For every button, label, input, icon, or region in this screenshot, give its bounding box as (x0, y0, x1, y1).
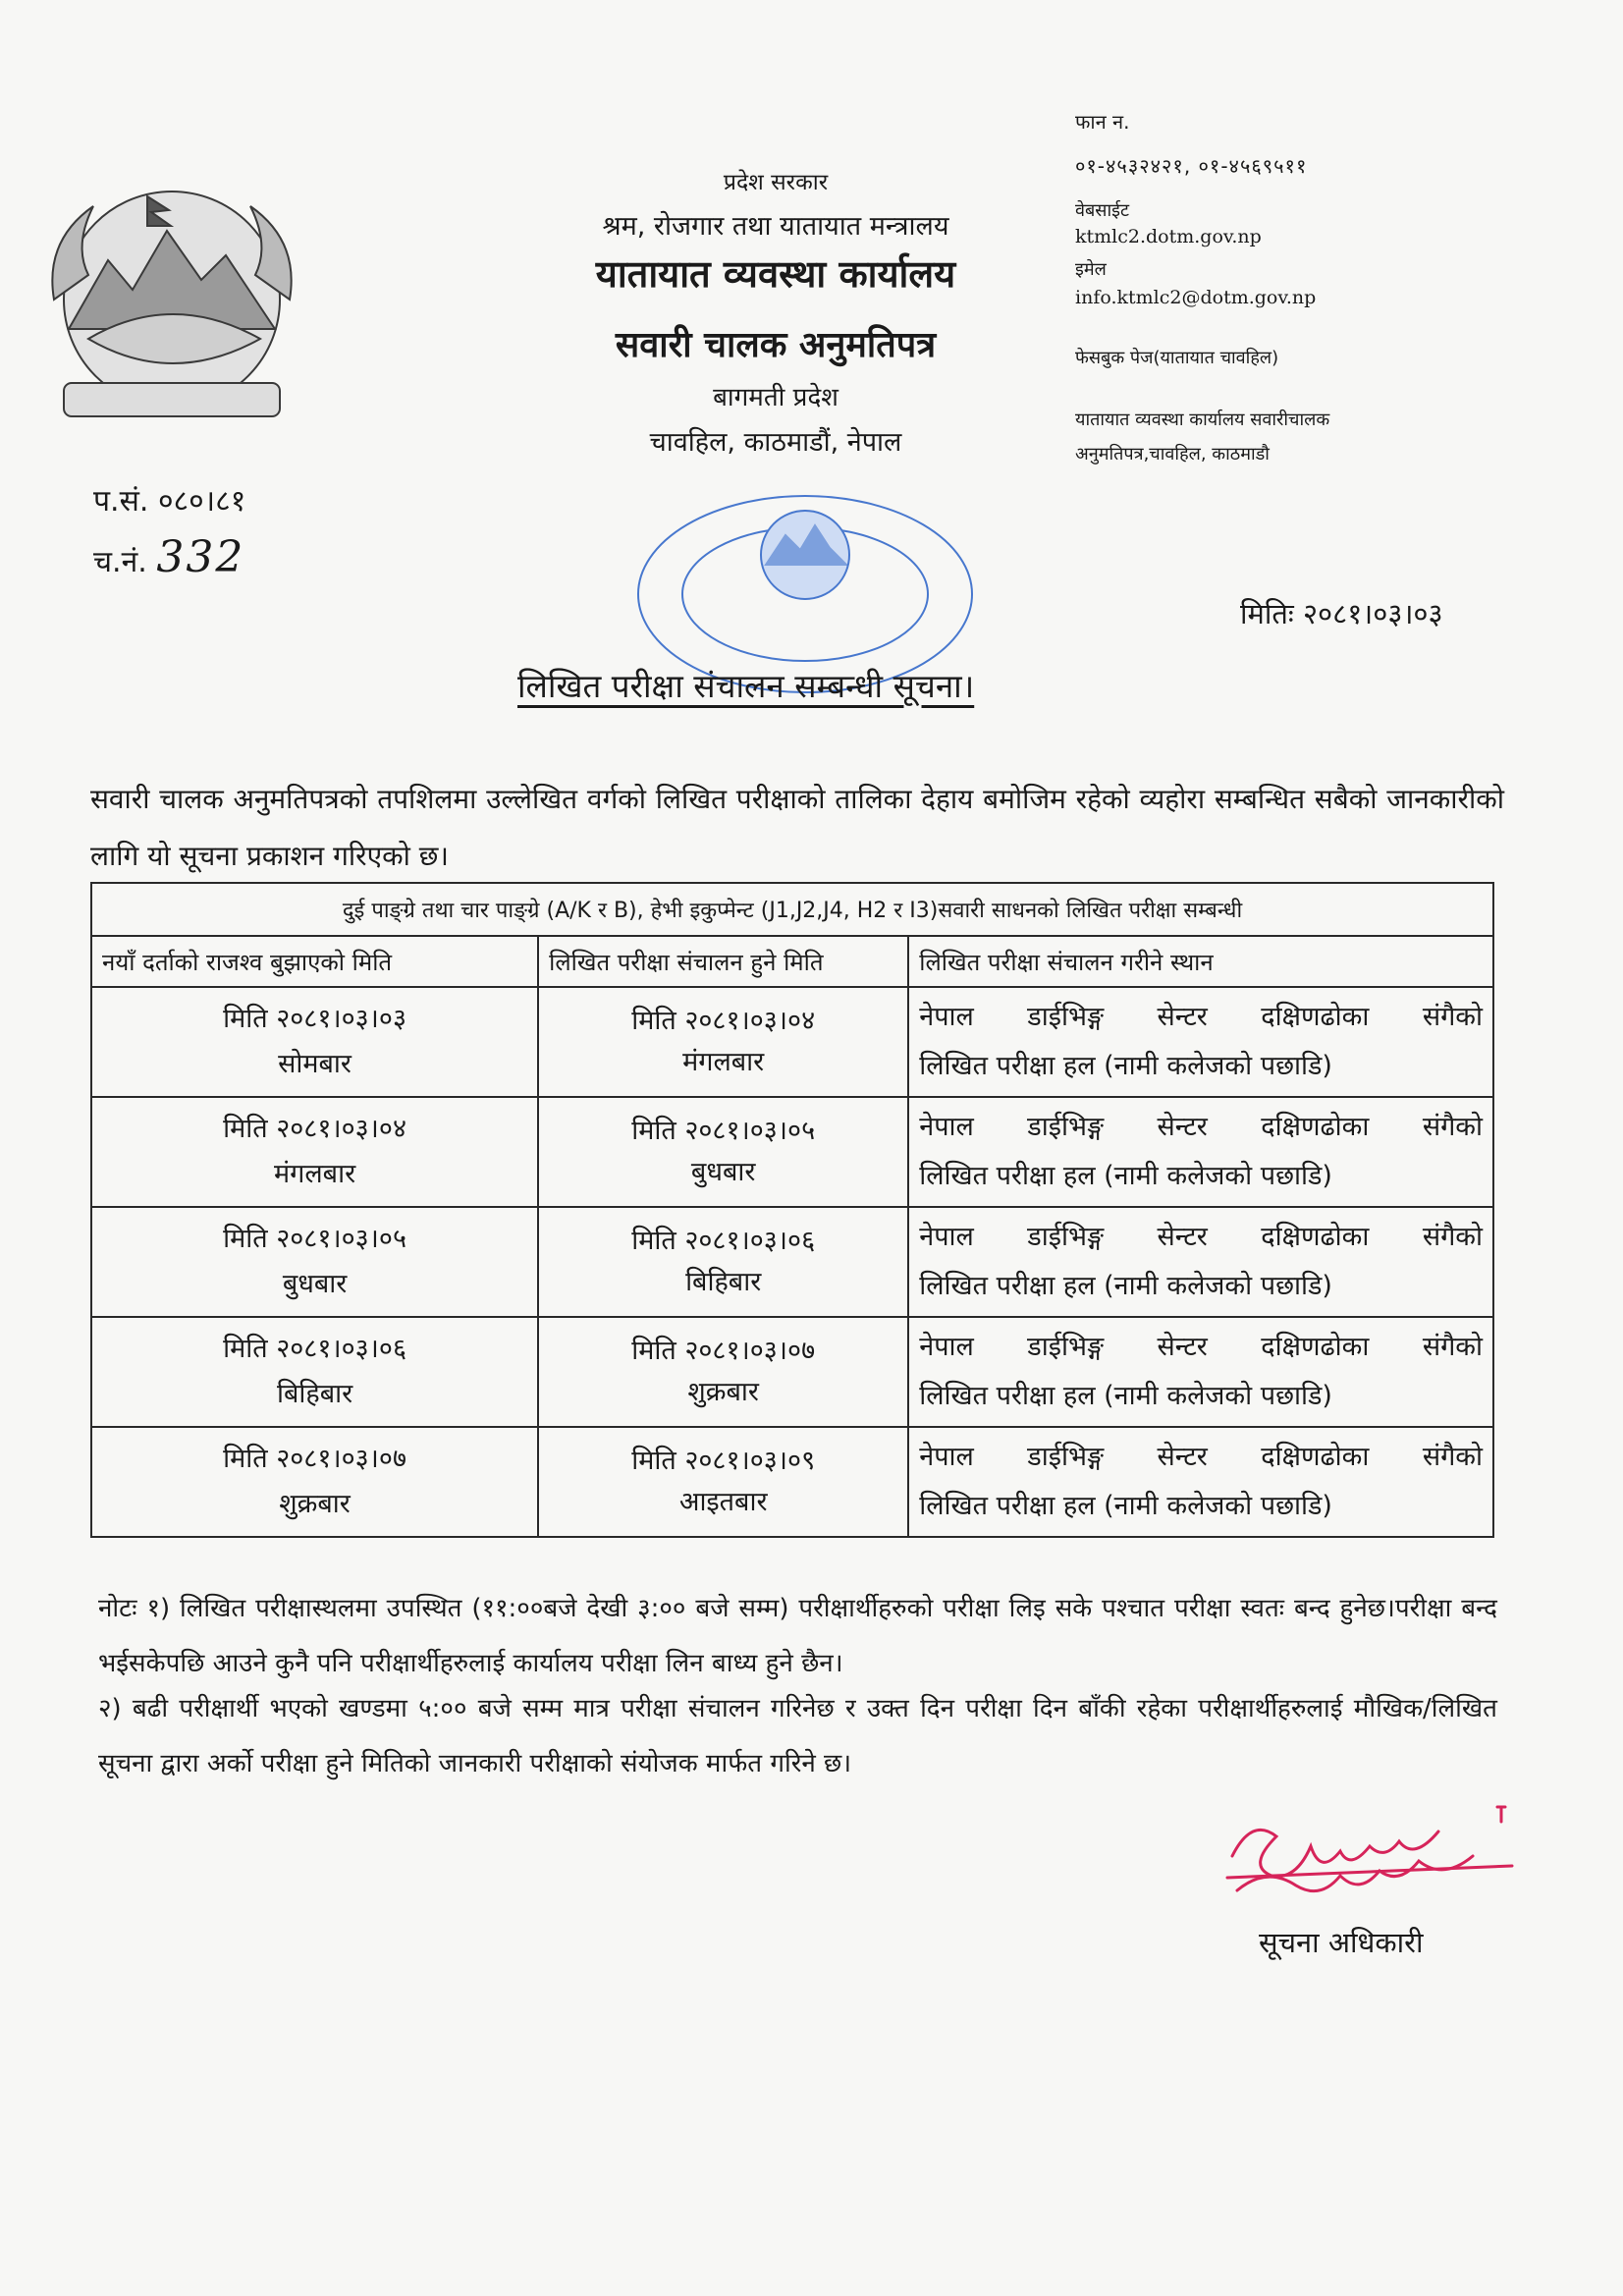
facebook-page: फेसबुक पेज(यातायात चावहिल) (1075, 348, 1279, 368)
venue-line-1: नेपाल डाईभिङ्ग सेन्टर दक्षिणढोका संगैको (919, 1002, 1483, 1032)
dispatch-number-label: च.नं. (93, 545, 147, 579)
header-paid-date: नयाँ दर्ताको राजश्व बुझाएको मिति (91, 936, 538, 987)
province-government: प्रदेश सरकार (723, 170, 829, 195)
exam-day: बुधबार (690, 1157, 756, 1187)
paid-day: सोमबार (278, 1049, 352, 1079)
venue-line-1: नेपाल डाईभिङ्ग सेन्टर दक्षिणढोका संगैको (919, 1112, 1483, 1142)
venue-line-1: नेपाल डाईभिङ्ग सेन्टर दक्षिणढोका संगैको (919, 1442, 1483, 1472)
header-venue: लिखित परीक्षा संचालन गरीने स्थान (908, 936, 1493, 987)
paid-date: मिति २०८१।०३।०७ (223, 1444, 406, 1474)
paid-day: मंगलबार (274, 1159, 356, 1189)
exam-date: मिति २०८१।०३।०६ (631, 1226, 816, 1256)
exam-day: मंगलबार (682, 1047, 765, 1077)
nepal-emblem-icon (29, 182, 314, 432)
signature-icon (1217, 1787, 1532, 1935)
venue-cell (908, 1427, 1493, 1537)
table-row (91, 1207, 1493, 1317)
paid-date: मिति २०८१।०३।०६ (223, 1334, 406, 1364)
office-line-1: यातायात व्यवस्था कार्यालय सवारीचालक (1075, 410, 1330, 430)
phone-numbers: ०१-४५३२४२१, ०१-४५६९५११ (1075, 154, 1308, 178)
venue-line-1: नेपाल डाईभिङ्ग सेन्टर दक्षिणढोका संगैको (919, 1332, 1483, 1362)
note-1: नोटः १) लिखित परीक्षास्थलमा उपस्थित (११:००बजे देखी ३:०० बजे सम्म) परीक्षार्थीहरुको परीक्षा लिइ सके पश्चात परीक्षा स्वतः बन्द हुनेछ।परीक्षा बन्द भईसकेपछि आउने कुनै पनि परीक्षार्थीहरुलाई कार्यालय परीक्षा लिन बाध्य हुने छैन। (98, 1594, 1497, 1678)
paid-date-cell (91, 1427, 538, 1537)
exam-date: मिति २०८१।०३।०४ (631, 1006, 816, 1036)
paid-date: मिति २०८१।०३।०५ (223, 1224, 406, 1254)
exam-date-cell (538, 1317, 908, 1427)
ministry-name: श्रम, रोजगार तथा यातायात मन्त्रालय (602, 211, 949, 242)
notice-title: लिखित परीक्षा संचालन सम्बन्धी सूचना। (517, 667, 975, 705)
exam-date-cell (538, 987, 908, 1097)
venue-line-2: लिखित परीक्षा हल (नामी कलेजको पछाडि) (919, 1381, 1332, 1411)
table-row (91, 1317, 1493, 1427)
paid-date-cell (91, 1317, 538, 1427)
paid-date: मिति २०८१।०३।०४ (223, 1114, 406, 1144)
website-link[interactable]: ktmlc2.dotm.gov.np (1075, 226, 1262, 247)
paid-day: बुधबार (282, 1269, 348, 1299)
paid-date-cell (91, 1207, 538, 1317)
dispatch-number-value: 332 (156, 532, 245, 582)
exam-day: आइतबार (678, 1487, 768, 1517)
exam-schedule-table (90, 882, 1494, 1538)
venue-cell (908, 1097, 1493, 1207)
venue-cell (908, 1207, 1493, 1317)
venue-line-2: लिखित परीक्षा हल (नामी कलेजको पछाडि) (919, 1161, 1332, 1191)
website-label: वेबसाईट (1075, 200, 1130, 221)
exam-day: बिहिबार (685, 1267, 762, 1297)
exam-date: मिति २०८१।०३।०९ (631, 1446, 816, 1476)
exam-date: मिति २०८१।०३।०५ (631, 1116, 816, 1146)
notice-intro: सवारी चालक अनुमतिपत्रको तपशिलमा उल्लेखित वर्गको लिखित परीक्षाको तालिका देहाय बमोजिम रहेको व्यहोरा सम्बन्धित सबैको जानकारीको लागि यो सूचना प्रकाशन गरिएको छ। (90, 783, 1504, 872)
venue-line-2: लिखित परीक्षा हल (नामी कलेजको पछाडि) (919, 1271, 1332, 1301)
exam-date-cell (538, 1097, 908, 1207)
exam-date-cell (538, 1427, 908, 1537)
table-row (91, 1097, 1493, 1207)
signatory-title: सूचना अधिकारी (1259, 1926, 1424, 1959)
venue-line-2: लिखित परीक्षा हल (नामी कलेजको पछाडि) (919, 1491, 1332, 1521)
table-row (91, 987, 1493, 1097)
venue-cell (908, 987, 1493, 1097)
paid-day: बिहिबार (276, 1379, 353, 1409)
table-caption: दुई पाङ्ग्रे तथा चार पाङ्ग्रे (A/K र B), हेभी इकुप्मेन्ट (J1,J2,J4, H2 र I3)सवारी साधनको लिखित परीक्षा सम्बन्धी (91, 883, 1493, 936)
office-name: यातायात व्यवस्था कार्यालय (595, 252, 956, 296)
paid-date: मिति २०८१।०३।०३ (223, 1004, 406, 1034)
unit-name: सवारी चालक अनुमतिपत्र (615, 325, 937, 365)
paid-date-cell (91, 987, 538, 1097)
office-address: चावहिल, काठमाडौं, नेपाल (649, 427, 902, 458)
exam-date: मिति २०८१।०३।०७ (631, 1336, 816, 1366)
paid-date-cell (91, 1097, 538, 1207)
letter-number (93, 479, 245, 519)
letter-number-value: ०८०।८१ (157, 484, 246, 519)
venue-line-1: नेपाल डाईभिङ्ग सेन्टर दक्षिणढोका संगैको (919, 1222, 1483, 1252)
phone-label: फान न. (1075, 110, 1130, 134)
email-label: इमेल (1075, 259, 1107, 280)
notice-date: मितिः २०८१।०३।०३ (1240, 597, 1443, 630)
exam-day: शुक्रबार (687, 1377, 759, 1407)
venue-line-2: लिखित परीक्षा हल (नामी कलेजको पछाडि) (919, 1051, 1332, 1081)
header-exam-date: लिखित परीक्षा संचालन हुने मिति (538, 936, 908, 987)
province-name: बागमती प्रदेश (713, 383, 839, 412)
exam-date-cell (538, 1207, 908, 1317)
dispatch-number (93, 532, 244, 582)
note-2: २) बढी परीक्षार्थी भएको खण्डमा ५:०० बजे सम्म मात्र परीक्षा संचालन गरिनेछ र उक्त दिन परीक्षा दिन बाँकी रहेका परीक्षार्थीहरुलाई मौखिक/लिखित सूचना द्वारा अर्को परीक्षा हुने मितिको जानकारी परीक्षाको संयोजक मार्फत गरिने छ। (98, 1694, 1497, 1778)
table-row (91, 1427, 1493, 1537)
office-line-2: अनुमतिपत्र,चावहिल, काठमाडौ (1075, 444, 1270, 465)
letter-number-label: प.सं. (93, 484, 149, 519)
paid-day: शुक्रबार (279, 1489, 351, 1519)
email-link[interactable]: info.ktmlc2@dotm.gov.np (1075, 287, 1317, 308)
venue-cell (908, 1317, 1493, 1427)
